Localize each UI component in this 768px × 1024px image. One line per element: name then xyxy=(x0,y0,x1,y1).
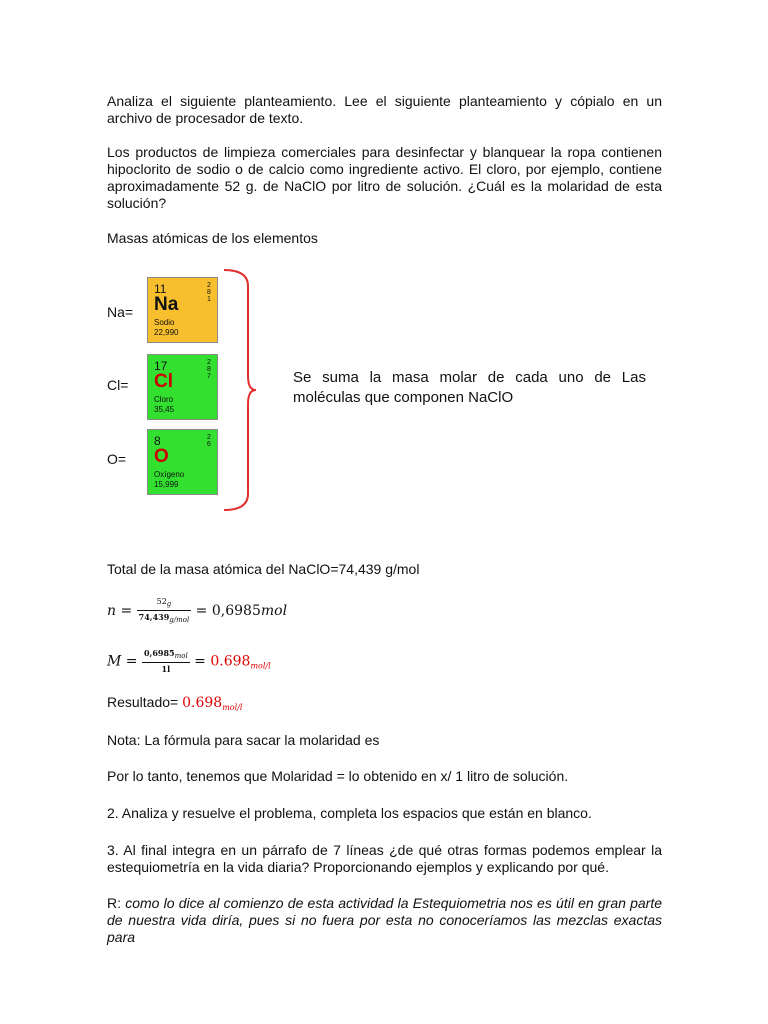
molarity-equation: M = $\frac{\text{0,6985mol}}{1l}$ = $0.698_{mol/l}$ xyxy=(107,648,271,674)
result-unit: mol/l xyxy=(222,703,243,712)
element-name: Cloro xyxy=(154,395,174,404)
element-mass: 22,990 xyxy=(154,328,179,337)
note-line: Nota: La fórmula para sacar la molaridad es xyxy=(107,732,380,748)
element-symbol: O xyxy=(154,446,169,467)
element-mass: 35,45 xyxy=(154,405,175,414)
moles-equation: n = $\frac{52g}{\text{74,439g/mol}}$ = 0,6985mol xyxy=(107,597,288,624)
item-3: 3. Al final integra en un párrafo de 7 líneas ¿de qué otras formas podemos emplear la estequiometría en la vida diaria? Proporcionando ejemplos y explicando por qué. xyxy=(107,842,662,875)
eq-m-lhs: M xyxy=(107,653,122,670)
electron-shells: 2 8 1 xyxy=(207,282,211,303)
sodium-label: Na= xyxy=(107,304,134,320)
element-symbol: Cl xyxy=(154,371,173,392)
element-name: Oxígeno xyxy=(154,470,185,479)
problem-paragraph: Los productos de limpieza comerciales para desinfectar y blanquear la ropa contienen hipoclorito de sodio o de calcio como ingrediente activo. El cloro, por ejemplo, contiene aproximadamente 52 g. de NaClO por litro de solución. ¿Cuál es la molaridad de esta solución? xyxy=(107,144,662,211)
result-label: Resultado= xyxy=(107,694,179,710)
intro-paragraph: Analiza el siguiente planteamiento. Lee el siguiente planteamiento y cópialo en un archivo de procesador de texto. xyxy=(107,93,662,126)
answer-paragraph xyxy=(107,895,662,946)
chlorine-label: Cl= xyxy=(107,377,129,393)
atomic-number: 11 xyxy=(154,282,167,296)
result-value: 0.698 xyxy=(182,695,223,711)
result-line xyxy=(107,694,242,712)
electron-shells: 2 6 xyxy=(207,434,211,448)
eq-m-result-unit: mol/l xyxy=(250,661,271,671)
answer-prefix: R: xyxy=(107,895,121,911)
atomic-number: 17 xyxy=(154,359,168,373)
brace-note: Se suma la masa molar de cada uno de Las moléculas que componen NaClO xyxy=(293,369,646,406)
oxygen-element-tile xyxy=(147,429,218,495)
therefore-line: Por lo tanto, tenemos que Molaridad = lo obtenido en x/ 1 litro de solución. xyxy=(107,768,569,784)
masses-heading: Masas atómicas de los elementos xyxy=(107,230,318,246)
electron-shells: 2 8 7 xyxy=(207,359,211,380)
sodium-element-tile xyxy=(147,277,218,343)
answer-text: como lo dice al comienzo de esta actividad la Estequiometria nos es útil en gran parte de nuestra vida diría, pues si no fuera por esta no conoceríamos las mezclas exactas para xyxy=(107,895,663,945)
total-mass-line: Total de la masa atómica del NaClO=74,439 g/mol xyxy=(107,561,420,577)
curly-brace-icon xyxy=(222,268,256,512)
oxygen-label: O= xyxy=(107,451,127,467)
eq-n-result: 0,6985 xyxy=(211,603,261,619)
eq-n-result-unit: mol xyxy=(260,603,288,619)
atomic-number: 8 xyxy=(154,434,161,448)
eq-n-fraction: $\frac{52g}{\text{74,439g/mol}}$ xyxy=(138,597,190,624)
eq-m-fraction: $\frac{\text{0,6985mol}}{1l}$ xyxy=(143,648,188,674)
element-symbol: Na xyxy=(154,294,179,315)
chlorine-element-tile xyxy=(147,354,218,420)
element-mass: 15,999 xyxy=(154,480,179,489)
element-name: Sodio xyxy=(154,318,175,327)
eq-m-result: 0.698 xyxy=(210,653,251,670)
eq-n-lhs: n xyxy=(107,603,117,619)
item-2: 2. Analiza y resuelve el problema, completa los espacios que están en blanco. xyxy=(107,805,592,821)
